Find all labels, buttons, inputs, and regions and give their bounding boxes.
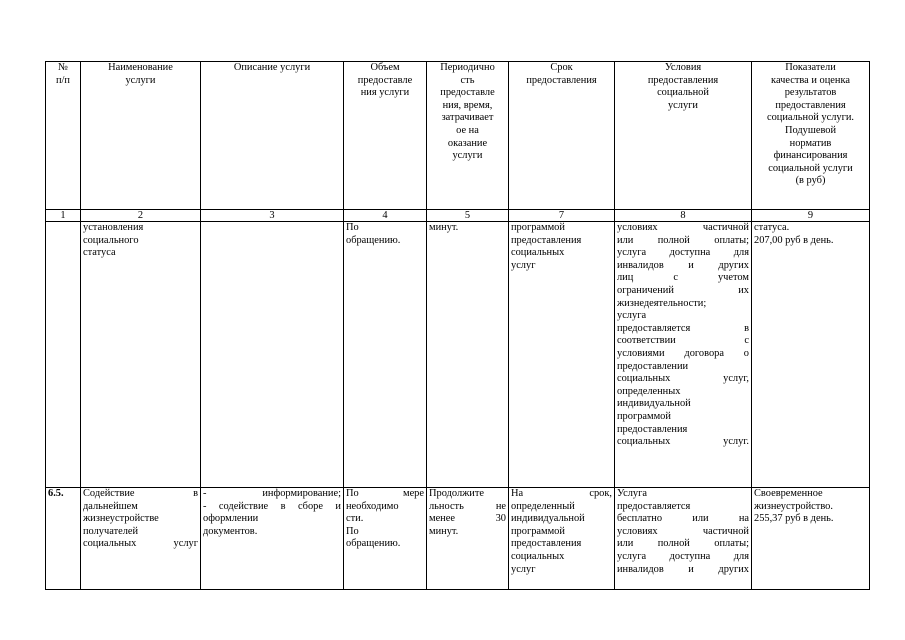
text-line: услуги: [125, 74, 156, 86]
text-line: документов.: [203, 525, 258, 537]
text-line: оформлении: [203, 513, 259, 525]
text-line: №: [58, 62, 68, 73]
service-name: [81, 488, 201, 590]
column-number: 7: [509, 210, 615, 222]
text-line: 207,00 руб в день.: [754, 234, 834, 246]
text-line: п/п: [55, 74, 70, 86]
service-description: [201, 222, 344, 488]
text-line: необходимо: [346, 500, 399, 512]
service-name: [81, 222, 201, 488]
text-line: социальных: [511, 247, 565, 259]
service-description: [201, 488, 344, 590]
column-number: 3: [201, 210, 344, 222]
text-line: оказание: [447, 137, 488, 149]
text-line: - содействие в сборе и: [203, 500, 341, 512]
text-line: определенных: [617, 385, 681, 397]
text-line: услуги: [452, 150, 483, 162]
text-line: ое на: [456, 124, 479, 136]
text-line: социальных: [511, 550, 565, 562]
service-quality: [752, 222, 870, 488]
text-line: льность не: [429, 500, 506, 512]
text-line: Показатели: [785, 62, 836, 73]
text-line: менее 30: [429, 513, 506, 525]
text-line: ограничений их: [617, 284, 749, 296]
text-line: На срок,: [511, 488, 612, 499]
text-line: или полной оплаты;: [617, 234, 749, 246]
text-line: По: [346, 525, 359, 537]
text-line: качества и оценка: [771, 74, 850, 86]
service-volume: [344, 222, 427, 488]
column-number: 8: [615, 210, 752, 222]
row-num: 6.5.: [46, 488, 81, 590]
service-volume: [344, 488, 427, 590]
text-line: инвалидов и других: [617, 563, 749, 575]
text-line: услуга: [617, 310, 647, 322]
text-line: минут.: [429, 222, 459, 233]
text-line: программой: [617, 410, 671, 422]
text-line: предоставле: [440, 87, 495, 99]
text-line: обращению.: [346, 234, 401, 246]
text-line: жизнеустройство.: [754, 500, 833, 512]
header-num: [46, 62, 81, 210]
text-line: услуга доступна для: [617, 550, 749, 562]
header-periodicity: [427, 62, 509, 210]
service-periodicity: [427, 222, 509, 488]
text-line: установления: [83, 222, 144, 233]
text-line: обращению.: [346, 538, 401, 550]
text-line: финансирования: [773, 150, 848, 162]
text-line: социального: [83, 234, 139, 246]
text-line: социальной: [657, 87, 709, 99]
text-line: жизнедеятельности;: [617, 297, 707, 309]
header-volume: [344, 62, 427, 210]
header-description: [201, 62, 344, 210]
text-line: сти.: [346, 513, 364, 525]
text-line: По мере: [346, 488, 424, 499]
text-line: или полной оплаты;: [617, 538, 749, 550]
text-line: социальных услуг,: [617, 373, 749, 385]
text-line: Продолжите: [429, 488, 485, 499]
text-line: ния услуги: [360, 87, 410, 99]
text-line: - информирование;: [203, 488, 341, 499]
text-line: предоставления: [511, 538, 582, 550]
text-line: Подушевой: [784, 124, 837, 136]
text-line: социальных услуг: [83, 538, 198, 550]
text-line: услуги: [667, 99, 698, 111]
text-line: Услуга: [617, 488, 647, 499]
text-line: лиц с учетом: [617, 272, 749, 284]
text-line: услуг: [511, 563, 536, 575]
text-line: программой: [511, 525, 565, 537]
header-term: [509, 62, 615, 210]
text-line: условиями договора о: [617, 347, 749, 359]
text-line: предоставления: [647, 74, 719, 86]
text-line: предоставления: [775, 99, 846, 111]
text-line: услуг: [511, 259, 536, 271]
services-table: [45, 61, 870, 590]
text-line: предоставле: [357, 74, 413, 86]
text-line: социальной услуги: [768, 162, 853, 174]
text-line: услуга доступна для: [617, 247, 749, 259]
text-line: предоставляется в: [617, 322, 749, 334]
text-line: программой: [511, 222, 565, 233]
text-line: Условия: [664, 62, 702, 73]
text-line: индивидуальной: [511, 513, 585, 525]
service-periodicity: [427, 488, 509, 590]
text-line: определенный: [511, 500, 575, 512]
service-term: [509, 488, 615, 590]
text-line: условиях частичной: [617, 525, 749, 537]
text-line: инвалидов и других: [617, 259, 749, 271]
text-line: Описание услуги: [233, 62, 311, 73]
text-line: социальных услуг.: [617, 436, 749, 448]
text-line: дальнейшем: [83, 500, 138, 512]
column-number: 2: [81, 210, 201, 222]
text-line: предоставляется: [617, 500, 691, 512]
text-line: Периодично: [440, 62, 495, 73]
text-line: ния, время,: [442, 99, 493, 111]
text-line: (в руб): [795, 175, 826, 187]
column-number: 4: [344, 210, 427, 222]
service-term: [509, 222, 615, 488]
text-line: получателей: [83, 525, 139, 537]
text-line: индивидуальной: [617, 398, 691, 410]
text-line: бесплатно или на: [617, 513, 749, 525]
text-line: результатов: [784, 87, 837, 99]
table-row: [46, 488, 870, 590]
text-line: Объем: [370, 62, 400, 73]
text-line: По: [346, 222, 359, 233]
header-name: [81, 62, 201, 210]
service-quality: [752, 488, 870, 590]
text-line: жизнеустройстве: [83, 513, 159, 525]
text-line: Срок: [550, 62, 573, 73]
column-number: 5: [427, 210, 509, 222]
service-conditions: [615, 222, 752, 488]
column-number: 1: [46, 210, 81, 222]
column-number-row: [46, 210, 870, 222]
header-quality: [752, 62, 870, 210]
row-num: [46, 222, 81, 488]
text-line: Содействие в: [83, 488, 198, 499]
column-number: 9: [752, 210, 870, 222]
text-line: статуса: [83, 247, 116, 259]
text-line: Своевременное: [754, 488, 823, 499]
text-line: предоставления: [526, 74, 597, 86]
text-line: соответствии с: [617, 335, 749, 347]
text-line: сть: [460, 74, 475, 86]
text-line: Наименование: [108, 62, 173, 73]
text-line: предоставления: [511, 234, 582, 246]
text-line: статуса.: [754, 222, 790, 233]
text-line: минут.: [429, 525, 459, 537]
text-line: норматив: [789, 137, 832, 149]
service-conditions: [615, 488, 752, 590]
text-line: 255,37 руб в день.: [754, 513, 834, 525]
text-line: предоставления: [617, 423, 688, 435]
header-conditions: [615, 62, 752, 210]
table-row: [46, 222, 870, 488]
text-line: затрачивает: [441, 112, 494, 124]
text-line: условиях частичной: [617, 222, 749, 233]
header-row: [46, 62, 870, 210]
text-line: предоставлении: [617, 360, 689, 372]
text-line: социальной услуги.: [766, 112, 855, 124]
